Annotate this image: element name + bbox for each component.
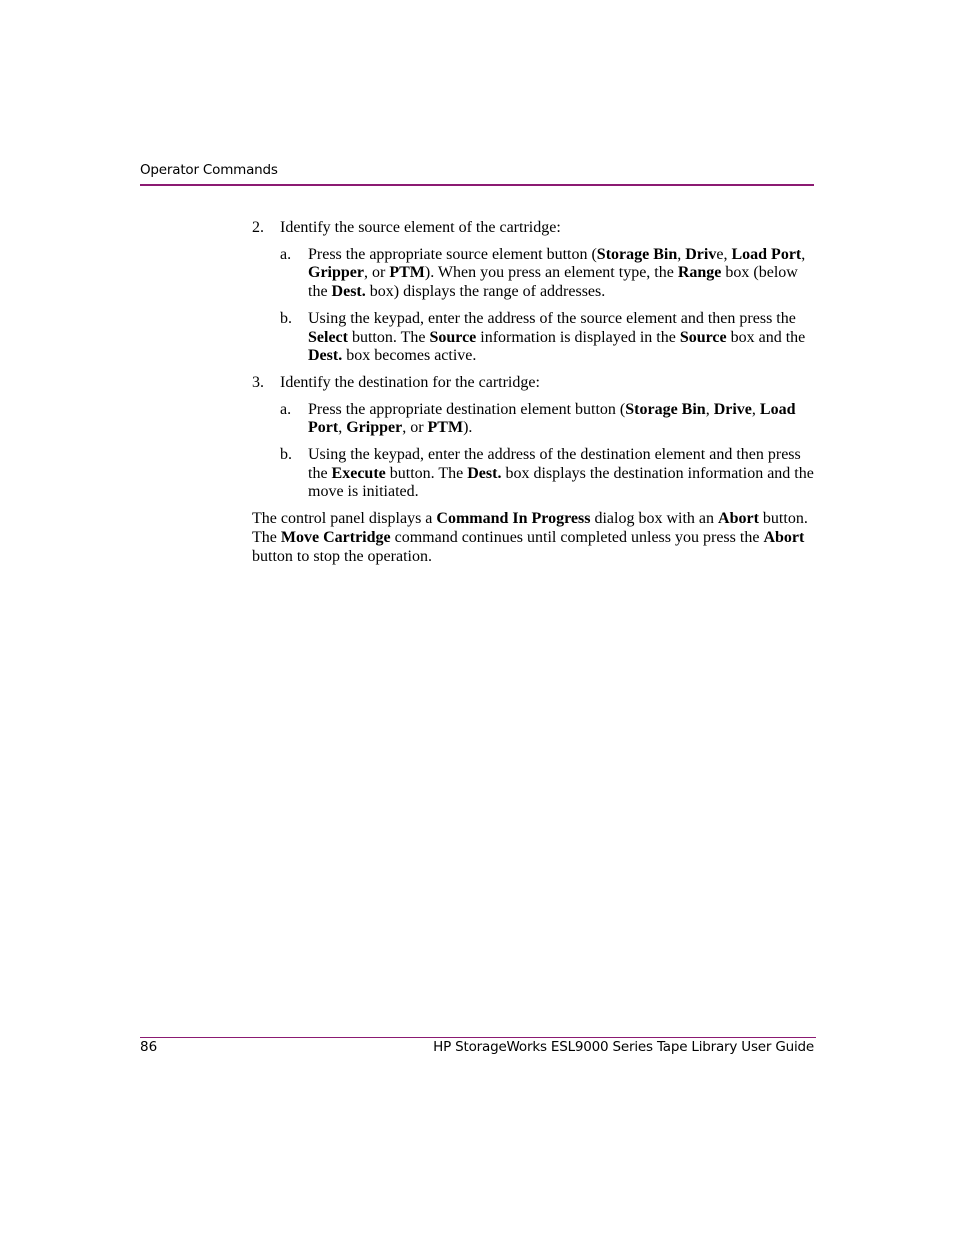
bold-term: Abort — [763, 528, 805, 546]
text-run: ). When you press an element type, the — [424, 264, 678, 282]
step-item — [252, 374, 814, 393]
substep-item — [252, 310, 814, 366]
running-header: Operator Commands — [140, 162, 278, 178]
bold-term: Source — [679, 328, 727, 346]
text-run: box becomes active. — [342, 347, 477, 365]
text-run: Using the keypad, enter the address of the source element and then press the — [308, 309, 796, 327]
bold-term: Gripper — [308, 264, 364, 282]
bold-term: Abort — [718, 510, 759, 528]
bold-term: Range — [677, 264, 722, 282]
bold-term: Load Port — [731, 245, 802, 263]
text-run: Press the appropriate source element button ( — [308, 245, 597, 263]
text-run: box and the — [726, 328, 806, 346]
text-run: ). — [463, 419, 473, 437]
step-text: Identify the source element of the cartridge: — [280, 219, 561, 236]
page-body — [252, 219, 814, 582]
footer-doc-title: HP StorageWorks ESL9000 Series Tape Library User Guide — [433, 1039, 814, 1055]
bold-term: PTM — [427, 419, 464, 437]
bold-term: Storage Bin — [625, 400, 706, 418]
substep-letter: a. — [280, 245, 292, 263]
text-run: information is displayed in the — [476, 328, 680, 346]
bold-term: Load Port — [308, 400, 796, 437]
text-run: The control panel displays a — [252, 510, 437, 528]
text-run: button. The — [385, 464, 468, 482]
text-run: command continues until completed unless you press the — [390, 528, 764, 546]
bold-term: Dest. — [467, 464, 502, 482]
text-run: Using the keypad, enter the address of the destination element and then press the — [308, 446, 801, 482]
text-run: e, — [716, 245, 732, 263]
step-text: Identify the destination for the cartridge: — [280, 373, 540, 391]
step-number: 2. — [252, 219, 264, 236]
text-run: , — [677, 245, 686, 263]
footer-divider — [140, 1037, 816, 1038]
bold-term: Driv — [685, 245, 717, 263]
procedure-steps — [252, 219, 814, 502]
text-run: , or — [402, 419, 428, 437]
text-run: , — [705, 400, 714, 418]
bold-term: Drive — [713, 400, 752, 418]
substep-item — [252, 401, 814, 438]
bold-term: Command In Progress — [436, 510, 591, 528]
substep-letter: b. — [280, 446, 292, 464]
text-run: Press the appropriate destination element button ( — [308, 400, 626, 418]
text-run: button to stop the operation. — [252, 547, 432, 565]
text-run: , — [751, 400, 760, 418]
text-run: button. The — [252, 510, 808, 546]
text-run: box (below the — [308, 264, 798, 301]
text-run: , or — [364, 264, 390, 282]
bold-term: Execute — [331, 464, 386, 482]
bold-term: Dest. — [331, 283, 366, 301]
step-item — [252, 219, 814, 238]
text-run: dialog box with an — [590, 510, 719, 528]
page-number: 86 — [140, 1039, 158, 1055]
header-divider — [140, 184, 814, 186]
substep-letter: b. — [280, 309, 292, 327]
bold-term: PTM — [389, 264, 425, 282]
step-number: 3. — [252, 373, 264, 391]
substep-item — [252, 446, 814, 502]
bold-term: Storage Bin — [596, 245, 678, 263]
text-run: button. The — [347, 328, 430, 346]
text-run: box) displays the range of addresses. — [365, 283, 606, 301]
closing-paragraph — [252, 510, 814, 566]
substep-item — [252, 246, 814, 302]
text-run: , — [801, 245, 806, 263]
text-run: , — [338, 419, 347, 437]
bold-term: Gripper — [346, 419, 403, 437]
bold-term: Move Cartridge — [280, 528, 391, 546]
text-run: box displays the destination information and the move is initiated. — [308, 464, 814, 501]
bold-term: Select — [308, 328, 348, 346]
bold-term: Source — [429, 328, 477, 346]
bold-term: Dest. — [308, 347, 343, 365]
substep-letter: a. — [280, 400, 292, 418]
